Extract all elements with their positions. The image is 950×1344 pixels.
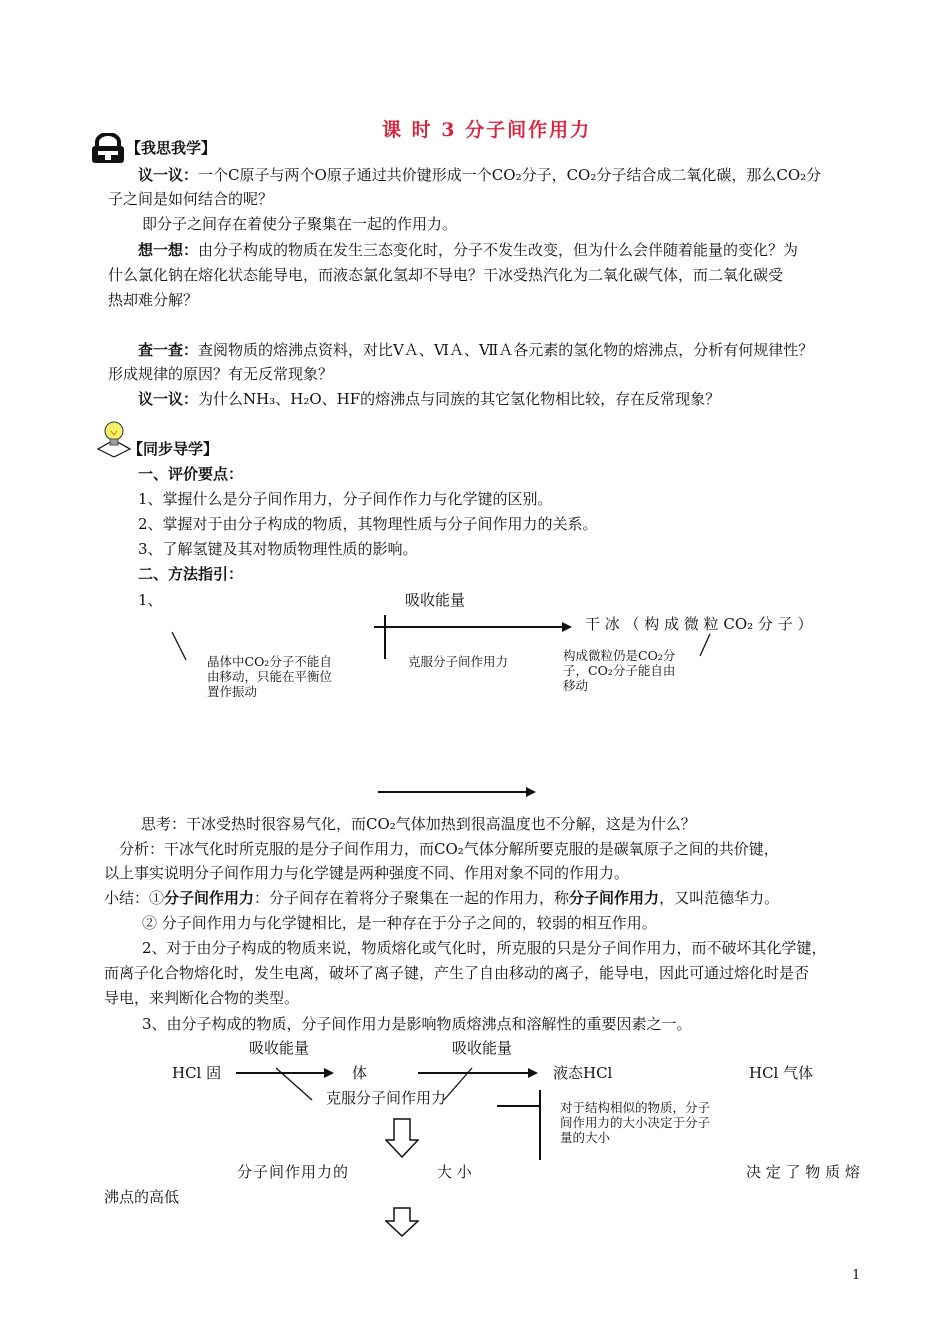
arrow-down-icon [385, 1118, 419, 1162]
paragraph-think [138, 238, 798, 262]
diagram3-hcl-gas: HCl 气体 [749, 1064, 814, 1082]
text: 查阅物质的熔沸点资料，对比ⅤＡ、ⅥＡ、ⅦＡ各元素的氢化物的熔沸点，分析有何规律性？ [198, 341, 814, 359]
label-discuss: 议一议： [138, 166, 199, 184]
text: 小结：① [104, 889, 165, 907]
diagram3-line-2: 大 小 [437, 1163, 472, 1181]
label-think: 想一想： [138, 241, 199, 259]
paragraph-2: 2、对于由分子构成的物质来说，物质熔化或气化时，所克服的只是分子间作用力，而不破坏其化学键， [142, 939, 827, 957]
lock-icon [88, 133, 128, 165]
arrow-right-icon [526, 787, 536, 797]
diagram3-solid-suffix: 体 [352, 1064, 368, 1082]
paragraph-line: 形成规律的原因？有无反常现象？ [108, 365, 334, 383]
diagram1-energy-label: 吸收能量 [405, 591, 466, 609]
diagram1-note-crystal: 晶体中CO₂分子不能自由移动，只能在平衡位置作振动 [207, 654, 333, 699]
paragraph-analysis: 分析：干冰气化时所克服的是分子间作用力，而CO₂气体分解所要克服的是碳氧原子之间的共价键， [119, 840, 779, 858]
diagram3-line-1: 分子间作用力的 [237, 1163, 350, 1181]
diagram1-dry-ice: 干 冰 （ 构 成 微 粒 CO₂ 分 子 ） [585, 615, 813, 633]
diagram1-pointer [698, 632, 712, 658]
diagram1-number: 1、 [138, 591, 163, 609]
diagram3-line-3: 决 定 了 物 质 熔 [746, 1163, 860, 1181]
paragraph-line: 以上事实说明分子间作用力与化学键是两种强度不同、作用对象不同的作用力。 [104, 864, 630, 882]
paragraph-lookup [138, 338, 813, 362]
paragraph-think-question: 思考：干冰受热时很容易气化，而CO₂气体加热到很高温度也不分解，这是为什么？ [141, 815, 696, 833]
diagram3-liquid-hcl: 液态HCl [553, 1064, 613, 1082]
label-lookup: 查一查： [138, 341, 199, 359]
diagram1-arrow-line [374, 626, 564, 628]
lightbulb-icon [96, 420, 132, 458]
diagram3-hcl-solid: HCl 固 [172, 1064, 222, 1082]
diagram1-pointer [170, 630, 190, 662]
section-heading-2: 【同步导学】 [128, 440, 219, 458]
paragraph-line: 什么氯化钠在熔化状态能导电，而液态氯化氢却不导电？干冰受热汽化为二氧化碳气体，而二氧化碳受 [108, 266, 784, 284]
diagram3-note: 对于结构相似的物质，分子间作用力的大小决定于分子量的大小 [560, 1100, 711, 1145]
paragraph-line: 而离子化合物熔化时，发生电离，破坏了离子键，产生了自由移动的离子，能导电，因此可通过熔化时是否 [104, 964, 810, 982]
term: 分子间作用力 [569, 889, 660, 907]
paragraph-note: 即分子之间存在着使分子聚集在一起的作用力。 [142, 215, 458, 233]
term: 分子间作用力 [164, 889, 255, 907]
text: ，又叫范德华力。 [659, 889, 780, 907]
diagram3-energy-label-1: 吸收能量 [249, 1039, 310, 1057]
diagram3-line-4: 沸点的高低 [104, 1188, 180, 1206]
text: 为什么NH₃、H₂O、HF的熔沸点与同族的其它氢化物相比较，存在反常现象？ [198, 390, 721, 408]
diagram3-overcome: 克服分子间作用力 [326, 1089, 447, 1107]
diagram1-lower-arrow [378, 791, 528, 793]
paragraph-3: 3、由分子构成的物质，分子间作用力是影响物质熔沸点和溶解性的重要因素之一。 [142, 1015, 692, 1033]
paragraph-line: 热却难分解？ [108, 291, 199, 309]
text: ：分子间存在着将分子聚集在一起的作用力，称 [254, 889, 570, 907]
paragraph-discuss-2 [138, 387, 720, 411]
paragraph-line: 导电，来判断化合物的类型。 [104, 989, 300, 1007]
text: 由分子构成的物质在发生三态变化时，分子不发生改变，但为什么会伴随着能量的变化？为 [198, 241, 799, 259]
label-discuss: 议一议： [138, 390, 199, 408]
diagram3-note-bar [539, 1090, 541, 1160]
section-heading-1: 【我思我学】 [126, 139, 217, 157]
page-title: 课 时 3 分子间作用力 [382, 119, 592, 141]
arrow-right-icon [528, 1068, 538, 1078]
arrow-down-icon [385, 1207, 419, 1241]
paragraph-line: 子之间是如何结合的呢？ [108, 190, 274, 208]
list-item: 2、掌握对于由分子构成的物质，其物理性质与分子间作用力的关系。 [138, 515, 598, 533]
paragraph-discuss-1 [138, 163, 821, 187]
diagram1-note-overcome: 克服分子间作用力 [408, 654, 509, 669]
paragraph-summary-2: ② 分子间作用力与化学键相比，是一种存在于分子之间的，较弱的相互作用。 [142, 914, 657, 932]
page-number: 1 [852, 1268, 861, 1283]
subheading-eval: 一、评价要点： [138, 465, 244, 483]
diagram1-divider [384, 615, 386, 659]
diagram1-note-gas: 构成微粒仍是CO₂分子，CO₂分子能自由移动 [563, 648, 676, 693]
list-item: 3、了解氢键及其对物质物理性质的影响。 [138, 540, 418, 558]
subheading-method: 二、方法指引： [138, 565, 244, 583]
diagram3-energy-label-2: 吸收能量 [452, 1039, 513, 1057]
paragraph-summary [104, 886, 779, 910]
list-item: 1、掌握什么是分子间作用力，分子间作作力与化学键的区别。 [138, 490, 553, 508]
text: 一个C原子与两个O原子通过共价键形成一个CO₂分子，CO₂分子结合成二氧化碳，那么CO₂分 [198, 166, 822, 184]
diagram3-note-line [497, 1105, 539, 1107]
arrow-right-icon [562, 622, 572, 632]
